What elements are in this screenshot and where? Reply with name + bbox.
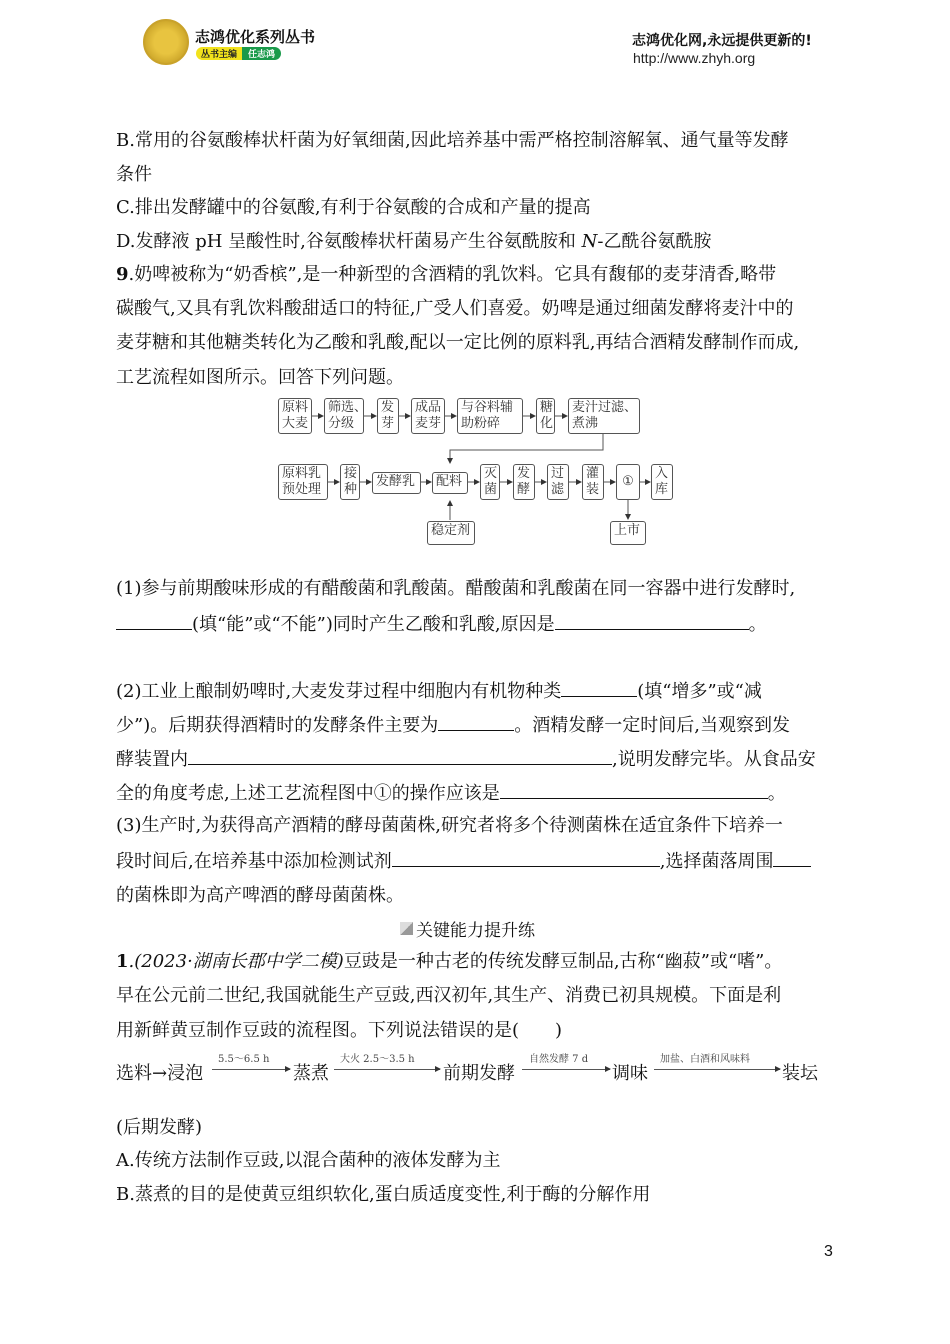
flow-step-germinate: 发 芽 [377, 398, 399, 434]
flow-step-inoculate: 接 种 [340, 464, 360, 500]
part-1-line1: (1)参与前期酸味形成的有醋酸菌和乳酸菌。醋酸菌和乳酸菌在同一容器中进行发酵时, [116, 578, 796, 599]
late-fermentation-label: (后期发酵) [116, 1117, 203, 1138]
part-2-text: ,说明发酵完毕。从食品安 [612, 749, 816, 770]
part-2-text: (填“增多”或“减 [637, 681, 762, 702]
flow-step-stabilizer: 稳定剂 [427, 521, 475, 545]
part-2-text: (2)工业上酿制奶啤时,大麦发芽过程中细胞内有机物种类 [116, 681, 562, 702]
flow-step-store: 入 库 [651, 464, 673, 500]
part-2-line3 [116, 747, 816, 771]
part-3-text: 段时间后,在培养基中添加检测试剂 [116, 851, 392, 872]
italic-n: N [581, 231, 598, 252]
part-3-line1: (3)生产时,为获得高产酒精的酵母菌菌株,研究者将多个待测菌株在适宜条件下培养一 [116, 815, 783, 836]
part-3-line3: 的菌株即为高产啤酒的酵母菌菌株。 [116, 885, 404, 906]
condition-label: 加盐、白酒和风味料 [660, 1054, 750, 1065]
question-9-line4: 工艺流程如图所示。回答下列问题。 [116, 367, 404, 388]
condition-label: 大火 2.5～3.5 h [340, 1054, 415, 1065]
condition-label: 自然发酵 7 d [529, 1054, 589, 1065]
douchi-process [0, 1045, 950, 1085]
part-2-line4 [116, 781, 786, 805]
question-9-line2: 碳酸气,又具有乳饮料酸甜适口的特征,广受人们喜爱。奶啤是通过细菌发酵将麦汁中的 [116, 298, 794, 319]
part-1-text: (填“能”或“不能”)同时产生乙酸和乳酸,原因是 [192, 614, 555, 635]
process-step-season: 调味 [612, 1063, 648, 1084]
option-c: C.排出发酵罐中的谷氨酸,有利于谷氨酸的合成和产量的提高 [116, 197, 591, 218]
option-a: A.传统方法制作豆豉,以混合菌种的液体发酵为主 [116, 1150, 501, 1171]
part-2-line1 [116, 679, 762, 703]
part-1-end: 。 [748, 614, 767, 635]
part-2-text: 少”)。后期获得酒精时的发酵条件主要为 [116, 715, 439, 736]
answer-blank[interactable] [116, 612, 192, 630]
question-text: .奶啤被称为“奶香槟”,是一种新型的含酒精的乳饮料。它具有馥郁的麦芽清香,略带 [128, 264, 777, 285]
series-title: 志鸿优化系列丛书 [195, 28, 316, 46]
flow-step-blend: 配料 [432, 472, 468, 494]
condition-label: 5.5～6.5 h [218, 1054, 270, 1065]
flow-step-filter-boil: 麦汁过滤、 煮沸 [568, 398, 640, 434]
answer-blank[interactable] [500, 781, 768, 799]
flow-step-crush: 与谷料辅 助粉碎 [457, 398, 523, 434]
answer-blank[interactable] [392, 849, 660, 867]
question-number: 1 [116, 951, 129, 972]
flow-step-milk-pretreat: 原料乳 预处理 [278, 464, 328, 500]
option-b-line1: B.常用的谷氨酸棒状杆菌为好氧细菌,因此培养基中需严格控制溶解氧、通气量等发酵 [116, 130, 789, 151]
section-title: 关键能力提升练 [416, 921, 535, 941]
process-step-jar: 装坛 [782, 1063, 818, 1084]
flow-step-screen-grade: 筛选、 分级 [324, 398, 364, 434]
section-icon [400, 922, 413, 935]
option-d-text: D.发酵液 pH 呈酸性时,谷氨酸棒状杆菌易产生谷氨酰胺和 [116, 231, 582, 252]
answer-blank[interactable] [561, 679, 637, 697]
answer-blank[interactable] [438, 713, 514, 731]
flow-step-raw-barley: 原料 大麦 [278, 398, 312, 434]
process-arrow [334, 1069, 440, 1070]
answer-blank[interactable] [773, 849, 811, 867]
editor-name: 任志鸿 [242, 47, 281, 60]
part-2-text: 。 [767, 783, 786, 804]
process-arrow [212, 1069, 290, 1070]
slogan: 志鸿优化网,永远提供更新的! [632, 33, 812, 49]
process-arrow [522, 1069, 610, 1070]
flow-step-saccharify: 糖 化 [536, 398, 555, 434]
flow-step-malt: 成品 麦芽 [411, 398, 445, 434]
site-url[interactable]: http://www.zhyh.org [633, 50, 756, 66]
question-9-line3: 麦芽糖和其他糖类转化为乙酸和乳酸,配以一定比例的原料乳,再结合酒精发酵制作而成, [116, 332, 800, 353]
process-step-pre-ferment: 前期发酵 [443, 1063, 515, 1084]
flow-step-sterilize: 灭 菌 [480, 464, 500, 500]
answer-blank[interactable] [188, 747, 612, 765]
part-3-line2 [116, 849, 811, 873]
option-b-line2: 条件 [116, 164, 152, 185]
option-d-text-end: -乙酰谷氨酰胺 [597, 231, 712, 252]
process-flowchart [0, 0, 950, 560]
editor-label: 丛书主编 [196, 47, 242, 60]
flow-step-fill: 灌 装 [582, 464, 604, 500]
flow-step-ferment: 发 酵 [513, 464, 535, 500]
process-step-steam: 蒸煮 [293, 1063, 329, 1084]
flow-step-fermented-milk: 发酵乳 [372, 472, 421, 494]
question-number: 9 [116, 264, 129, 285]
section-heading [400, 916, 535, 941]
question-1-line3: 用新鲜黄豆制作豆豉的流程图。下列说法错误的是( ) [116, 1020, 563, 1041]
flow-step-filter: 过 滤 [547, 464, 569, 500]
flow-step-1: ① [616, 464, 640, 500]
answer-blank[interactable] [555, 612, 749, 630]
part-1-line2 [116, 612, 767, 636]
option-b: B.蒸煮的目的是使黄豆组织软化,蛋白质适度变性,利于酶的分解作用 [116, 1184, 651, 1205]
part-2-line2 [116, 713, 790, 737]
part-2-text: 酵装置内 [116, 749, 188, 770]
part-2-text: 全的角度考虑,上述工艺流程图中①的操作应该是 [116, 783, 500, 804]
part-3-text: ,选择菌落周围 [659, 851, 774, 872]
flow-step-market: 上市 [610, 521, 646, 545]
page-number: 3 [824, 1243, 833, 1260]
question-text: 豆豉是一种古老的传统发酵豆制品,古称“幽菽”或“嗜”。 [343, 951, 783, 972]
part-2-text: 。酒精发酵一定时间后,当观察到发 [514, 715, 790, 736]
question-1-line2: 早在公元前二世纪,我国就能生产豆豉,西汉初年,其生产、消费已初具规模。下面是利 [116, 985, 782, 1006]
process-arrow [654, 1069, 780, 1070]
process-step-select-soak: 选料→浸泡 [116, 1063, 204, 1084]
question-1-line1 [116, 951, 782, 973]
flowchart-arrows [0, 0, 950, 560]
question-source: .(2023·湖南长郡中学二模) [128, 951, 344, 972]
